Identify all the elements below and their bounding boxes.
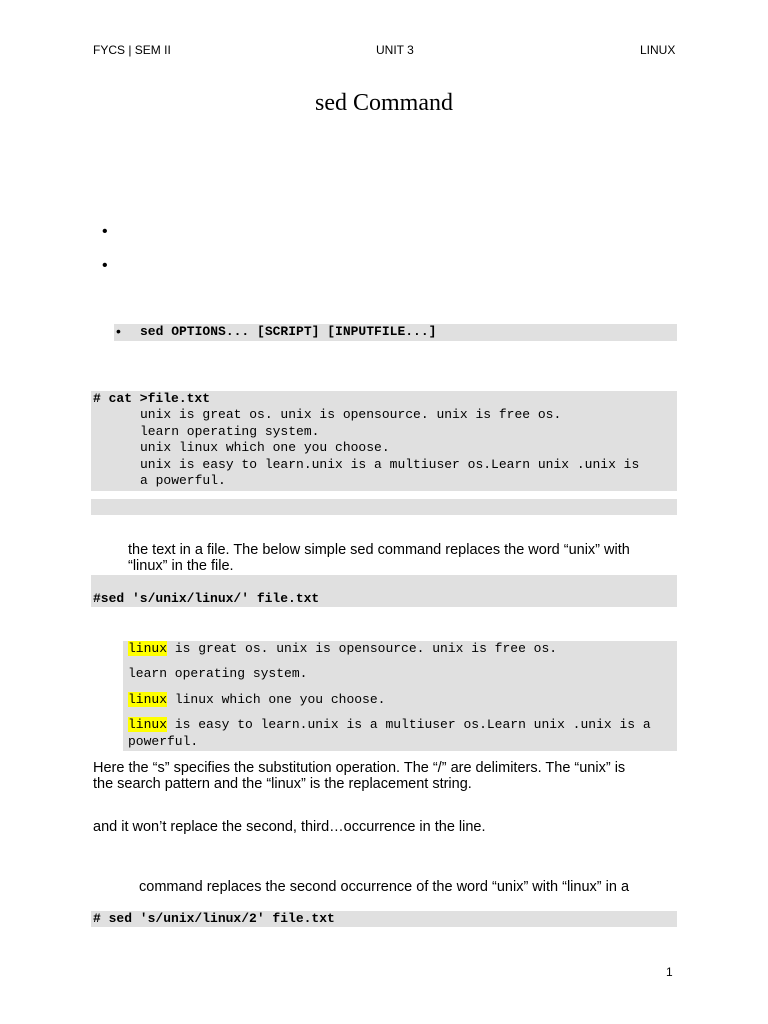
para4: command replaces the second occurrence of the word “unix” with “linux” in a — [139, 879, 630, 895]
output-line-5: powerful. — [128, 734, 199, 749]
output-line-4: linux is easy to learn.unix is a multiuser os.Learn unix .unix is a — [128, 717, 651, 732]
highlight-linux: linux — [128, 717, 168, 732]
page-title: sed Command — [315, 90, 453, 116]
cmd1-text: #sed 's/unix/linux/' file.txt — [93, 591, 320, 606]
header-right: LINUX — [640, 43, 676, 57]
para2-line2: the search pattern and the “linux” is the replacement string. — [93, 776, 472, 792]
cat-line-5: a powerful. — [140, 473, 226, 488]
highlight-linux: linux — [128, 692, 168, 707]
bullet-empty-2: • — [102, 257, 108, 274]
cat-command: # cat >file.txt — [93, 391, 211, 406]
cat-line-2: learn operating system. — [140, 424, 320, 439]
output-line-2: learn operating system. — [128, 666, 308, 681]
cat-line-3: unix linux which one you choose. — [140, 440, 390, 455]
empty-band — [91, 499, 677, 515]
cmd2-text: # sed 's/unix/linux/2' file.txt — [93, 911, 335, 926]
syntax-text: sed OPTIONS... [SCRIPT] [INPUTFILE...] — [140, 324, 437, 339]
output-line-1: linux is great os. unix is opensource. unix is free os. — [128, 641, 558, 656]
para3: and it won’t replace the second, third…occurrence in the line. — [93, 819, 486, 835]
para2-line1: Here the “s” specifies the substitution operation. The “/” are delimiters. The “unix” is — [93, 760, 626, 776]
page-number: 1 — [666, 965, 673, 979]
syntax-bullet: • — [116, 323, 121, 339]
para1-line1: the text in a file. The below simple sed command replaces the word “unix” with — [128, 542, 630, 558]
para1-line2: “linux” in the file. — [128, 558, 234, 574]
output-line-3: linux linux which one you choose. — [128, 692, 386, 707]
highlight-linux: linux — [128, 641, 168, 656]
header-left: FYCS | SEM II — [93, 43, 171, 57]
header-center: UNIT 3 — [376, 43, 414, 57]
cat-line-1: unix is great os. unix is opensource. unix is free os. — [140, 407, 562, 422]
cat-line-4: unix is easy to learn.unix is a multiuser os.Learn unix .unix is — [140, 457, 640, 472]
bullet-empty-1: • — [102, 223, 108, 240]
